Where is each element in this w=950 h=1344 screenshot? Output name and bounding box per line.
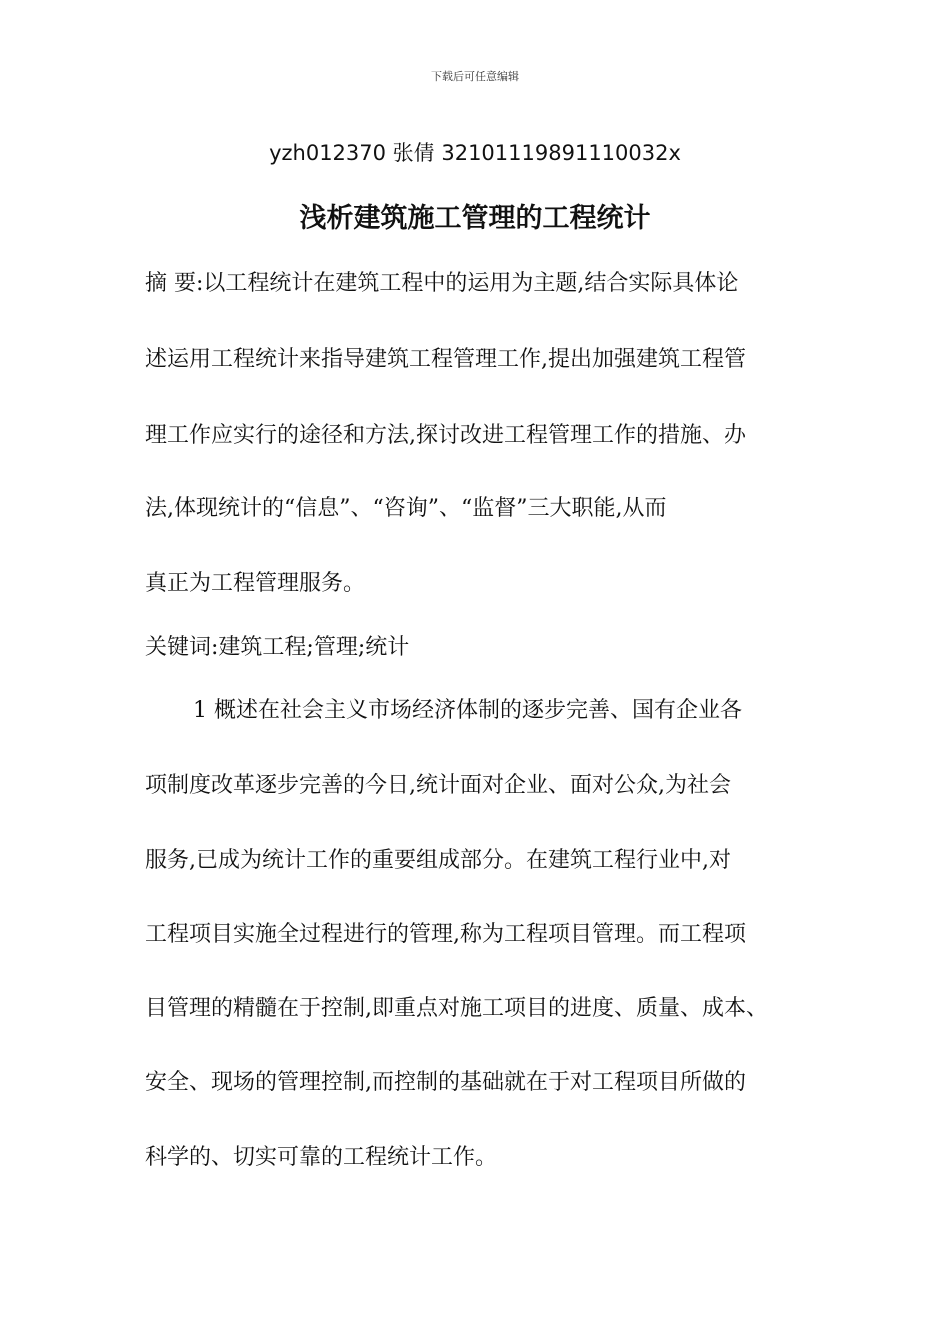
abstract-line: 摘 要:以工程统计在建筑工程中的运用为主题,结合实际具体论: [145, 271, 739, 296]
section-line: 安全、现场的管理控制,而控制的基础就在于对工程项目所做的: [145, 1070, 746, 1095]
section-line: 目管理的精髓在于控制,即重点对施工项目的进度、质量、成本、: [145, 996, 768, 1021]
keywords-line: 关键词:建筑工程;管理;统计: [145, 635, 410, 660]
abstract-line: 述运用工程统计来指导建筑工程管理工作,提出加强建筑工程管: [145, 347, 746, 372]
section-line: 项制度改革逐步完善的今日,统计面对企业、面对公众,为社会: [145, 773, 731, 798]
header-note: 下载后可任意编辑: [431, 70, 519, 83]
section-line: 科学的、切实可靠的工程统计工作。: [145, 1145, 498, 1170]
abstract-line: 真正为工程管理服务。: [145, 571, 366, 596]
section-line: 服务,已成为统计工作的重要组成部分。在建筑工程行业中,对: [145, 848, 731, 873]
abstract-line: 法,体现统计的“信息”、“咨询”、“监督”三大职能,从而: [145, 496, 667, 521]
section-line: 1 概述在社会主义市场经济体制的逐步完善、国有企业各: [193, 698, 742, 723]
author-line: yzh012370 张倩 32101119891110032x: [269, 141, 681, 165]
abstract-line: 理工作应实行的途径和方法,探讨改进工程管理工作的措施、办: [145, 423, 746, 448]
section-line: 工程项目实施全过程进行的管理,称为工程项目管理。而工程项: [145, 922, 746, 947]
document-title: 浅析建筑施工管理的工程统计: [299, 203, 651, 234]
